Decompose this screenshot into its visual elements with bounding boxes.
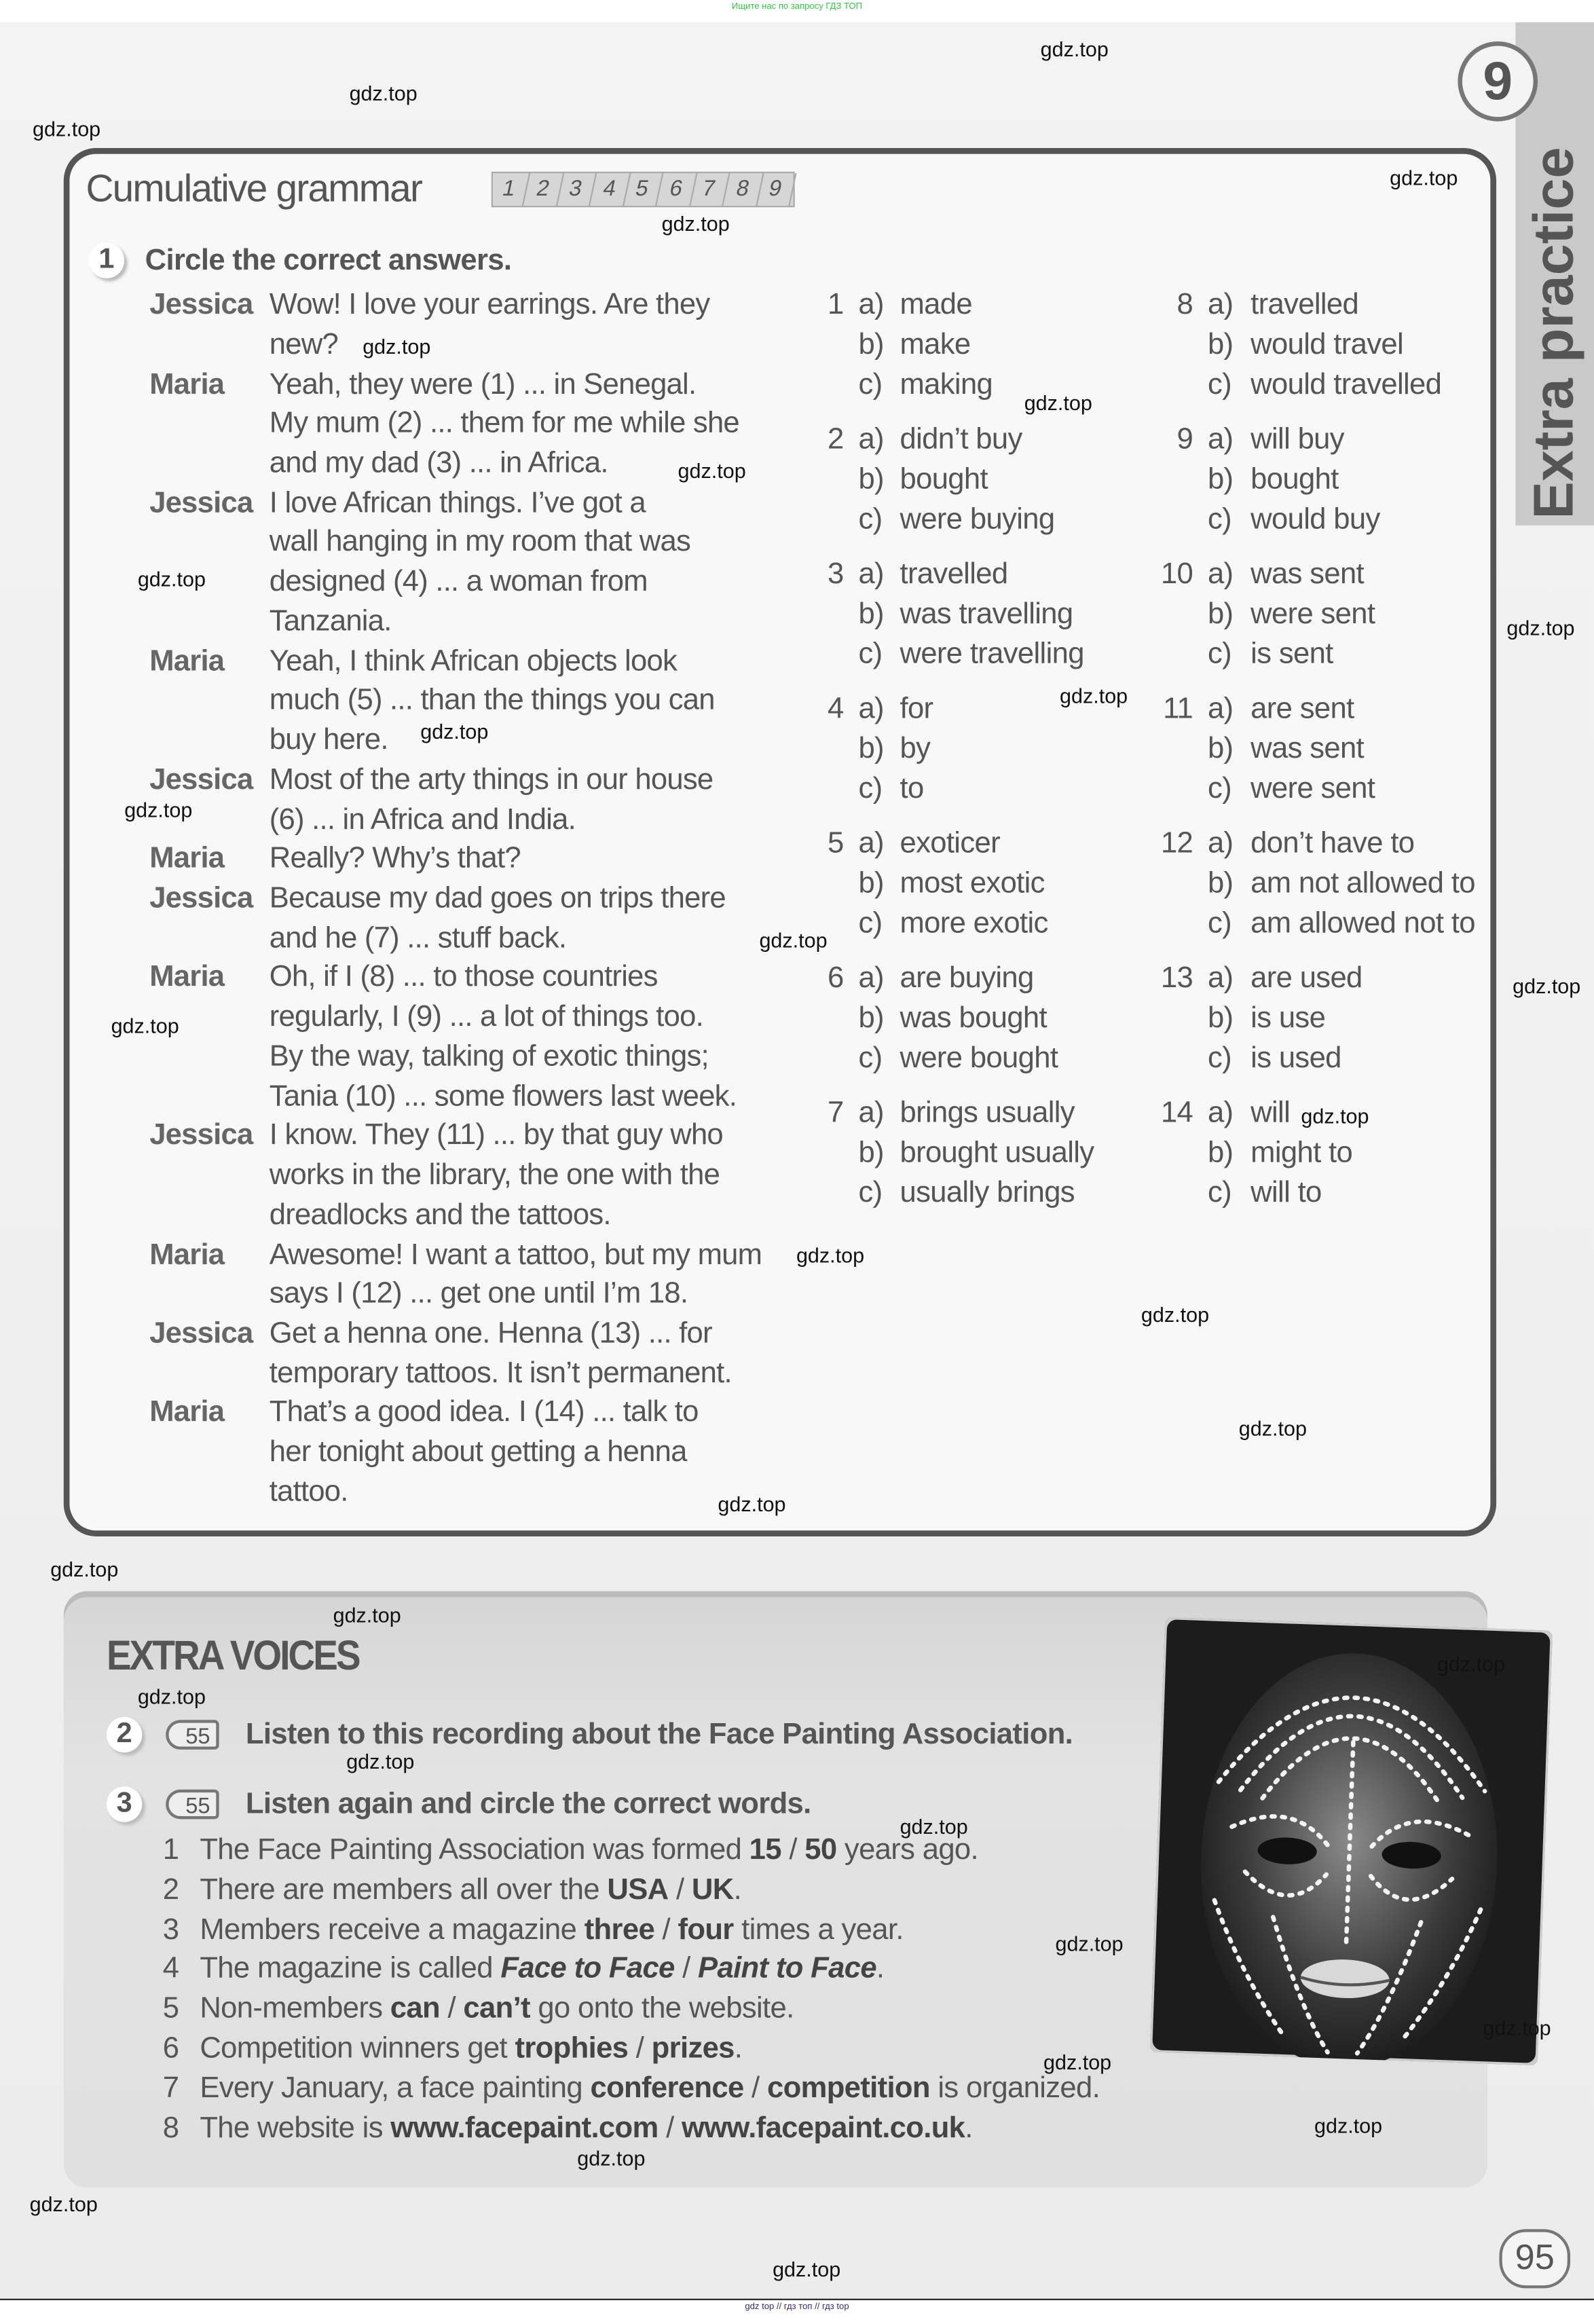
speaker-name: Jessica: [149, 289, 253, 322]
sentence-text: Every January, a face painting: [200, 2071, 591, 2105]
answer-choice[interactable]: www.facepaint.co.uk: [682, 2111, 965, 2145]
sentence-text: /: [628, 2032, 652, 2065]
dialogue-line: dreadlocks and the tattoos.: [269, 1198, 611, 1232]
answer-choice[interactable]: www.facepaint.com: [390, 2111, 659, 2145]
option-letter: a): [1207, 423, 1234, 456]
watermark: gdz.top: [1024, 390, 1092, 415]
answer-option[interactable]: bought: [900, 462, 988, 496]
answer-option[interactable]: was sent: [1250, 732, 1365, 765]
dialogue-line: Get a henna one. Henna (13) ... for: [269, 1317, 712, 1350]
dialogue-line: tattoo.: [269, 1475, 348, 1509]
answer-choice[interactable]: four: [678, 1913, 734, 1946]
option-letter: b): [858, 1001, 884, 1035]
item-number: 3: [162, 1913, 179, 1946]
answer-option[interactable]: are sent: [1250, 693, 1354, 726]
answer-option[interactable]: to: [900, 772, 924, 805]
answer-option[interactable]: will buy: [1250, 423, 1344, 456]
option-letter: c): [858, 637, 883, 670]
answer-option[interactable]: brought usually: [900, 1136, 1094, 1169]
watermark: gdz.top: [1055, 1932, 1124, 1955]
watermark: gdz.top: [50, 1557, 119, 1581]
face-painting-photo: [1150, 1617, 1553, 2065]
watermark: gdz.top: [333, 1603, 401, 1627]
speaker-name: Maria: [149, 644, 225, 678]
answer-option[interactable]: am allowed not to: [1250, 906, 1475, 940]
sentence-text: /: [668, 1873, 692, 1906]
option-letter: c): [858, 906, 883, 940]
item-number: 1: [162, 1834, 179, 1867]
cd-track-icon: 55: [166, 1790, 219, 1820]
option-letter: a): [1207, 557, 1234, 591]
option-letter: a): [858, 962, 884, 995]
watermark: gdz.top: [900, 1814, 968, 1839]
answer-option[interactable]: bought: [1250, 462, 1339, 496]
sentence-text: There are members all over the: [200, 1873, 608, 1906]
sentence-text: /: [743, 2071, 768, 2105]
item-sentence: [200, 1913, 904, 1947]
sentence-text: years ago.: [836, 1834, 979, 1867]
dialogue-line: Wow! I love your earrings. Are they: [269, 289, 710, 322]
watermark: gdz.top: [1437, 1651, 1506, 1676]
option-letter: a): [858, 289, 884, 322]
sentence-text: /: [440, 1992, 464, 2025]
dialogue-line: her tonight about getting a henna: [269, 1436, 687, 1469]
answer-choice[interactable]: USA: [607, 1873, 669, 1906]
option-letter: c): [858, 502, 883, 536]
answer-option[interactable]: brings usually: [900, 1096, 1075, 1130]
option-letter: b): [858, 732, 884, 765]
speaker-name: Maria: [149, 961, 225, 994]
option-letter: b): [858, 597, 884, 631]
sentence-text: .: [734, 2032, 743, 2065]
option-letter: b): [858, 328, 884, 361]
option-letter: c): [858, 367, 883, 401]
answer-option[interactable]: most exotic: [900, 867, 1045, 900]
watermark: gdz.top: [420, 719, 489, 743]
dialogue-line: temporary tattoos. It isn’t permanent.: [269, 1357, 732, 1390]
question-number: 12: [1160, 827, 1193, 860]
sentence-text: .: [965, 2111, 973, 2145]
watermark: gdz.top: [124, 798, 193, 822]
side-tab-label: Extra practice: [1523, 147, 1585, 519]
answer-choice[interactable]: Face to Face: [500, 1953, 675, 1986]
answer-choice[interactable]: can: [390, 1992, 441, 2025]
option-letter: b): [1207, 328, 1234, 361]
dialogue-line: wall hanging in my room that was: [269, 525, 691, 559]
sentence-text: /: [781, 1834, 805, 1867]
sentence-text: The Face Painting Association was formed: [200, 1834, 749, 1867]
question-number: 8: [1176, 289, 1193, 322]
dialogue-line: My mum (2) ... them for me while she: [269, 407, 739, 440]
option-letter: b): [1207, 867, 1234, 900]
speaker-name: Maria: [149, 367, 225, 401]
dialogue-line: By the way, talking of exotic things;: [269, 1040, 709, 1073]
option-letter: c): [1207, 1176, 1231, 1209]
sentence-text: /: [654, 1913, 678, 1946]
question-number: 4: [828, 693, 844, 726]
exercise-instruction: Listen to this recording about the Face Painting Association.: [245, 1718, 1073, 1752]
option-letter: b): [1207, 597, 1234, 631]
dialogue-line: and my dad (3) ... in Africa.: [269, 447, 608, 480]
watermark: gdz.top: [1060, 684, 1128, 708]
option-letter: a): [858, 693, 884, 726]
answer-option[interactable]: usually brings: [900, 1176, 1075, 1209]
answer-option[interactable]: are buying: [900, 962, 1034, 995]
answer-option[interactable]: travelled: [900, 557, 1008, 591]
answer-option[interactable]: were bought: [900, 1041, 1058, 1074]
dialogue-line: I love African things. I’ve got a: [269, 486, 646, 519]
dialogue-line: Oh, if I (8) ... to those countries: [269, 961, 658, 994]
item-sentence: [200, 2111, 972, 2145]
watermark: gdz.top: [577, 2146, 646, 2171]
option-letter: a): [1207, 693, 1234, 726]
option-letter: c): [1207, 367, 1231, 401]
answer-option[interactable]: was sent: [1250, 557, 1365, 591]
option-letter: c): [1207, 1041, 1231, 1074]
item-number: 2: [162, 1873, 179, 1906]
unit-step: 6: [656, 173, 696, 206]
sentence-text: Non-members: [200, 1992, 390, 2025]
item-number: 8: [162, 2111, 179, 2145]
answer-choice[interactable]: trophies: [515, 2032, 629, 2065]
option-letter: a): [858, 423, 884, 456]
watermark: gdz.top: [1043, 2050, 1112, 2074]
answer-option[interactable]: didn’t buy: [900, 423, 1022, 456]
dialogue-line: buy here.: [269, 724, 388, 757]
dialogue-line: Yeah, they were (1) ... in Senegal.: [269, 367, 697, 401]
answer-option[interactable]: make: [900, 328, 971, 361]
watermark: gdz.top: [111, 1014, 179, 1038]
answer-option[interactable]: for: [900, 693, 933, 726]
question-number: 6: [828, 962, 844, 995]
speaker-name: Jessica: [149, 882, 253, 915]
unit-step: 2: [523, 173, 563, 206]
option-letter: b): [1207, 732, 1234, 765]
answer-option[interactable]: might to: [1250, 1136, 1353, 1169]
answer-choice[interactable]: competition: [767, 2071, 930, 2105]
answer-choice[interactable]: 15: [749, 1834, 781, 1867]
sentence-text: The website is: [200, 2111, 391, 2145]
option-letter: c): [1207, 637, 1231, 670]
answer-option[interactable]: would travel: [1250, 328, 1404, 361]
answer-choice[interactable]: Paint to Face: [698, 1953, 876, 1986]
dialogue-line: says I (12) ... get one until I’m 18.: [269, 1278, 688, 1311]
option-letter: a): [858, 1096, 884, 1130]
exercise-number: 1: [89, 243, 124, 278]
question-number: 10: [1160, 557, 1193, 591]
sentence-text: Members receive a magazine: [200, 1913, 585, 1946]
extra-voices-title: EXTRA VOICES: [106, 1632, 359, 1679]
watermark: gdz.top: [773, 2257, 841, 2281]
watermark: gdz.top: [661, 211, 730, 236]
watermark: gdz.top: [349, 81, 418, 105]
sentence-text: /: [674, 1953, 699, 1986]
answer-option[interactable]: making: [900, 367, 993, 401]
speaker-name: Jessica: [149, 486, 253, 519]
question-number: 9: [1176, 423, 1193, 456]
watermark: gdz.top: [796, 1243, 865, 1268]
dialogue-line: and he (7) ... stuff back.: [269, 921, 567, 955]
answer-option[interactable]: am not allowed to: [1250, 867, 1475, 900]
option-letter: c): [1207, 906, 1231, 940]
footer-note: gdz top // гдз топ // гдз top: [745, 2303, 849, 2312]
dialogue-line: Most of the arty things in our house: [269, 763, 713, 796]
answer-choice[interactable]: conference: [590, 2071, 744, 2105]
option-letter: c): [858, 1176, 883, 1209]
units-strip: [492, 172, 794, 207]
sentence-text: times a year.: [733, 1913, 904, 1946]
answer-option[interactable]: were travelling: [900, 637, 1084, 670]
unit-number-badge: 9: [1458, 41, 1538, 122]
exercise-instruction: Circle the correct answers.: [145, 244, 512, 277]
sentence-text: go onto the website.: [530, 1992, 794, 2025]
answer-choice[interactable]: prizes: [651, 2032, 735, 2065]
answer-choice[interactable]: three: [584, 1913, 655, 1946]
exercise-number: 3: [107, 1786, 142, 1822]
answer-choice[interactable]: UK: [691, 1873, 734, 1906]
dialogue-line: Awesome! I want a tattoo, but my mum: [269, 1238, 762, 1271]
watermark: gdz.top: [363, 334, 431, 358]
dialogue-line: Really? Why’s that?: [269, 842, 521, 875]
watermark: gdz.top: [1483, 2016, 1551, 2040]
answer-option[interactable]: is used: [1250, 1041, 1341, 1074]
answer-option[interactable]: made: [900, 289, 972, 322]
option-letter: a): [1207, 1096, 1234, 1130]
option-letter: a): [1207, 289, 1234, 322]
dialogue-line: much (5) ... than the things you can: [269, 684, 715, 717]
watermark: gdz.top: [29, 2192, 98, 2216]
item-sentence: [200, 1834, 978, 1868]
answer-option[interactable]: is sent: [1250, 637, 1333, 670]
unit-step: 9: [756, 173, 796, 206]
sentence-text: .: [876, 1953, 885, 1986]
dialogue-line: Tania (10) ... some flowers last week.: [269, 1080, 737, 1113]
sentence-text: .: [733, 1873, 742, 1906]
question-number: 3: [828, 557, 844, 591]
sentence-text: is organized.: [929, 2071, 1100, 2105]
dialogue-line: works in the library, the one with the: [269, 1159, 720, 1192]
watermark: gdz.top: [718, 1492, 786, 1516]
section-title: Cumulative grammar: [86, 166, 422, 210]
question-number: 5: [828, 827, 844, 860]
watermark: gdz.top: [1506, 615, 1575, 640]
option-letter: a): [1207, 827, 1234, 860]
speaker-name: Maria: [149, 1238, 225, 1271]
answer-option[interactable]: don’t have to: [1250, 827, 1415, 860]
answer-option[interactable]: exoticer: [900, 827, 1000, 860]
watermark: gdz.top: [1314, 2114, 1383, 2138]
dialogue-line: Yeah, I think African objects look: [269, 644, 678, 678]
dialogue-line: That’s a good idea. I (14) ... talk to: [269, 1396, 699, 1429]
answer-option[interactable]: are used: [1250, 962, 1363, 995]
item-number: 7: [162, 2071, 179, 2105]
cd-track-icon: 55: [166, 1720, 219, 1750]
item-sentence: [200, 2032, 742, 2066]
divider: [0, 2299, 1594, 2300]
exercise-number: 2: [107, 1717, 142, 1752]
question-number: 14: [1160, 1096, 1193, 1130]
option-letter: c): [1207, 502, 1231, 536]
page-number: 95: [1499, 2229, 1570, 2288]
speaker-name: Maria: [149, 1396, 225, 1429]
answer-option[interactable]: were sent: [1250, 772, 1375, 805]
option-letter: c): [858, 772, 883, 805]
answer-option[interactable]: was travelling: [900, 597, 1073, 631]
unit-step: 3: [556, 173, 596, 206]
dialogue-line: Tanzania.: [269, 605, 392, 638]
option-letter: b): [1207, 462, 1234, 496]
dialogue-line: I know. They (11) ... by that guy who: [269, 1119, 723, 1152]
dialogue-line: regularly, I (9) ... a lot of things too.: [269, 1000, 703, 1033]
watermark: gdz.top: [759, 927, 828, 952]
watermark: gdz.top: [1390, 166, 1458, 190]
watermark: gdz.top: [1301, 1104, 1369, 1128]
answer-option[interactable]: will: [1250, 1096, 1291, 1130]
answer-option[interactable]: were buying: [900, 502, 1055, 536]
sentence-text: The magazine is called: [200, 1953, 501, 1986]
item-number: 4: [162, 1953, 179, 1986]
item-number: 5: [162, 1992, 179, 2025]
option-letter: b): [1207, 1001, 1234, 1035]
watermark: gdz.top: [346, 1749, 415, 1773]
dialogue-line: (6) ... in Africa and India.: [269, 803, 576, 836]
item-number: 6: [162, 2032, 179, 2065]
option-letter: b): [858, 1136, 884, 1169]
answer-choice[interactable]: can’t: [463, 1992, 530, 2025]
answer-option[interactable]: travelled: [1250, 289, 1359, 322]
item-sentence: [200, 1953, 884, 1987]
dialogue-line: designed (4) ... a woman from: [269, 566, 648, 598]
watermark: gdz.top: [137, 566, 206, 591]
answer-option[interactable]: is use: [1250, 1001, 1326, 1035]
option-letter: c): [1207, 772, 1231, 805]
item-sentence: [200, 1874, 741, 1908]
item-sentence: [200, 2072, 1100, 2106]
speaker-name: Jessica: [149, 1317, 253, 1350]
speaker-name: Jessica: [149, 1119, 253, 1152]
speaker-name: Jessica: [149, 763, 253, 796]
question-number: 13: [1160, 962, 1193, 995]
answer-option[interactable]: was bought: [900, 1001, 1047, 1035]
question-number: 1: [828, 289, 844, 322]
question-number: 2: [828, 423, 844, 456]
unit-step: 5: [623, 173, 663, 206]
unit-step: 4: [589, 173, 629, 206]
answer-option[interactable]: were sent: [1250, 597, 1375, 631]
watermark: gdz.top: [1040, 37, 1109, 61]
question-number: 7: [828, 1096, 844, 1130]
dialogue-line: new?: [269, 328, 338, 361]
option-letter: a): [858, 557, 884, 591]
speaker-name: Maria: [149, 842, 225, 875]
sentence-text: Competition winners get: [200, 2032, 515, 2065]
unit-step: 7: [689, 173, 729, 206]
sentence-text: /: [658, 2111, 682, 2145]
answer-option[interactable]: by: [900, 732, 931, 765]
option-letter: a): [1207, 962, 1234, 995]
watermark: gdz.top: [1238, 1416, 1307, 1441]
answer-option[interactable]: would buy: [1250, 502, 1380, 536]
option-letter: b): [1207, 1136, 1234, 1169]
watermark: gdz.top: [1513, 974, 1581, 998]
question-number: 11: [1163, 693, 1193, 726]
top-note: Ищите нас по запросу ГДЗ ТОП: [731, 3, 863, 12]
dialogue-line: Because my dad goes on trips there: [269, 882, 726, 915]
option-letter: c): [858, 1041, 883, 1074]
watermark: gdz.top: [137, 1684, 206, 1708]
answer-option[interactable]: will to: [1250, 1176, 1322, 1209]
unit-step: 1: [489, 173, 530, 206]
watermark: gdz.top: [678, 458, 746, 483]
option-letter: b): [858, 462, 884, 496]
exercise-instruction: Listen again and circle the correct words.: [245, 1788, 811, 1821]
watermark: gdz.top: [1141, 1302, 1210, 1327]
answer-option[interactable]: would travelled: [1250, 367, 1442, 401]
item-sentence: [200, 1993, 794, 2027]
unit-step: 8: [722, 173, 762, 206]
watermark: gdz.top: [33, 117, 101, 141]
answer-option[interactable]: more exotic: [900, 906, 1048, 940]
option-letter: b): [858, 867, 884, 900]
answer-choice[interactable]: 50: [804, 1834, 837, 1867]
option-letter: a): [858, 827, 884, 860]
